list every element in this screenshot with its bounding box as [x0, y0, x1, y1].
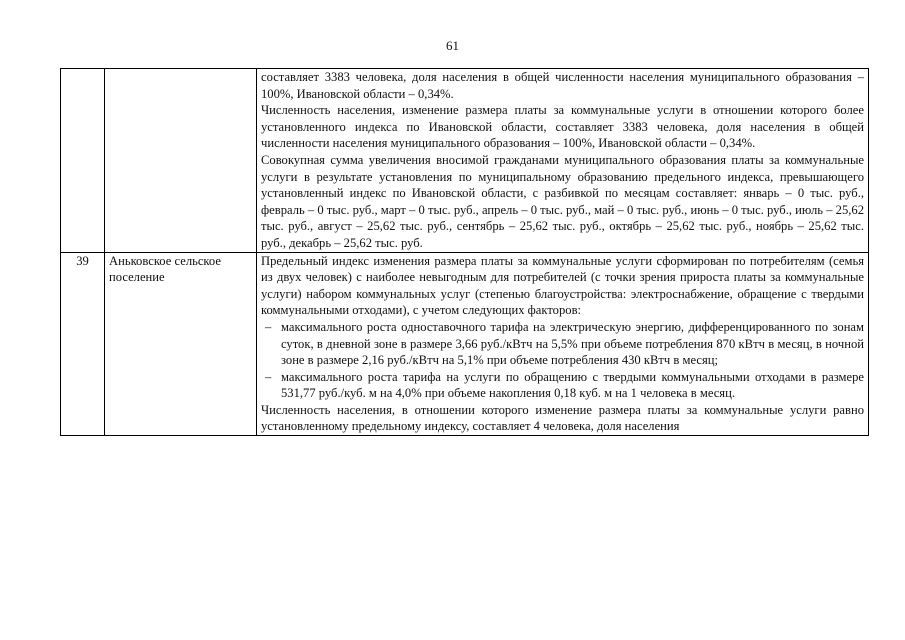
monthly-increase-paragraph: Совокупная сумма увеличения вносимой гражданами муниципального образования платы за коммунальные услуги в результате установления по муниципальному образованию предельного индекса, превышающего установленный индекс по Ивановской области, с разбивкой по месяцам составляет: январь – 0 тыс. руб., февраль – 0 тыс. руб., март – 0 тыс. руб., апрель – 0 тыс. руб., май – 0 тыс. руб., июнь – 0 тыс. руб., июль – 25,62 тыс. руб., август – 25,62 тыс. руб., сентябрь – 25,62 тыс. руб., октябрь – 25,62 тыс. руб., ноябрь – 25,62 тыс. руб., декабрь – 25,62 тыс. руб.: [261, 152, 864, 250]
factors-list: [261, 319, 864, 402]
population-equal-index-paragraph: Численность населения, в отношении которого изменение размера платы за коммунальные услуги равно установленному предельному индексу, составляет 4 человека, доля населения: [261, 402, 864, 434]
page-number: 61: [446, 38, 459, 53]
dash-marker: –: [265, 319, 272, 334]
table-row-continued: [61, 69, 869, 253]
factor-solid-waste: [261, 369, 864, 402]
table-row-39: [61, 252, 869, 436]
municipal-index-table: [60, 68, 869, 436]
index-formation-paragraph: Предельный индекс изменения размера платы за коммунальные услуги сформирован по потребителям (семья из двух человек) с наиболее невыгодным для потребителей (с точки зрения прироста платы за коммунальные услуги) набором коммунальных услуг (степенью благоустройства: электроснабжение, обращение с твердыми коммунальными отходами), с учетом следующих факторов:: [261, 253, 864, 318]
description-cell: [257, 252, 869, 436]
description-cell: [257, 69, 869, 253]
factor-text: максимального роста тарифа на услуги по обращению с твердыми коммунальными отходами в размере 531,77 руб./куб. м на 4,0% при объеме накопления 0,18 куб. м на 1 человека в месяц.: [281, 369, 864, 401]
row-number-cell: 39: [61, 252, 105, 436]
dash-marker: –: [265, 369, 272, 384]
population-share-paragraph: составляет 3383 человека, доля населения в общей численности населения муниципального образования – 100%, Ивановской области – 0,34%.: [261, 70, 864, 101]
municipality-name-cell: Аньковское сельское поселение: [105, 252, 257, 436]
factor-text: максимального роста одноставочного тарифа на электрическую энергию, дифференцированного по зонам суток, в дневной зоне в размере 3,66 руб./кВтч на 5,5% при объеме потребления 870 кВтч в месяц, в ночной зоне в размере 2,16 руб./кВтч на 5,1% при объеме потребления 430 кВтч в месяц;: [281, 319, 864, 368]
municipality-name-cell: [105, 69, 257, 253]
row-number-cell: [61, 69, 105, 253]
factor-electricity: [261, 319, 864, 369]
population-above-index-paragraph: Численность населения, изменение размера платы за коммунальные услуги в отношении которого более установленного индекса по Ивановской области, составляет 3383 человека, доля населения в общей численности населения муниципального образования – 100%, Ивановской области – 0,34%.: [261, 103, 864, 151]
